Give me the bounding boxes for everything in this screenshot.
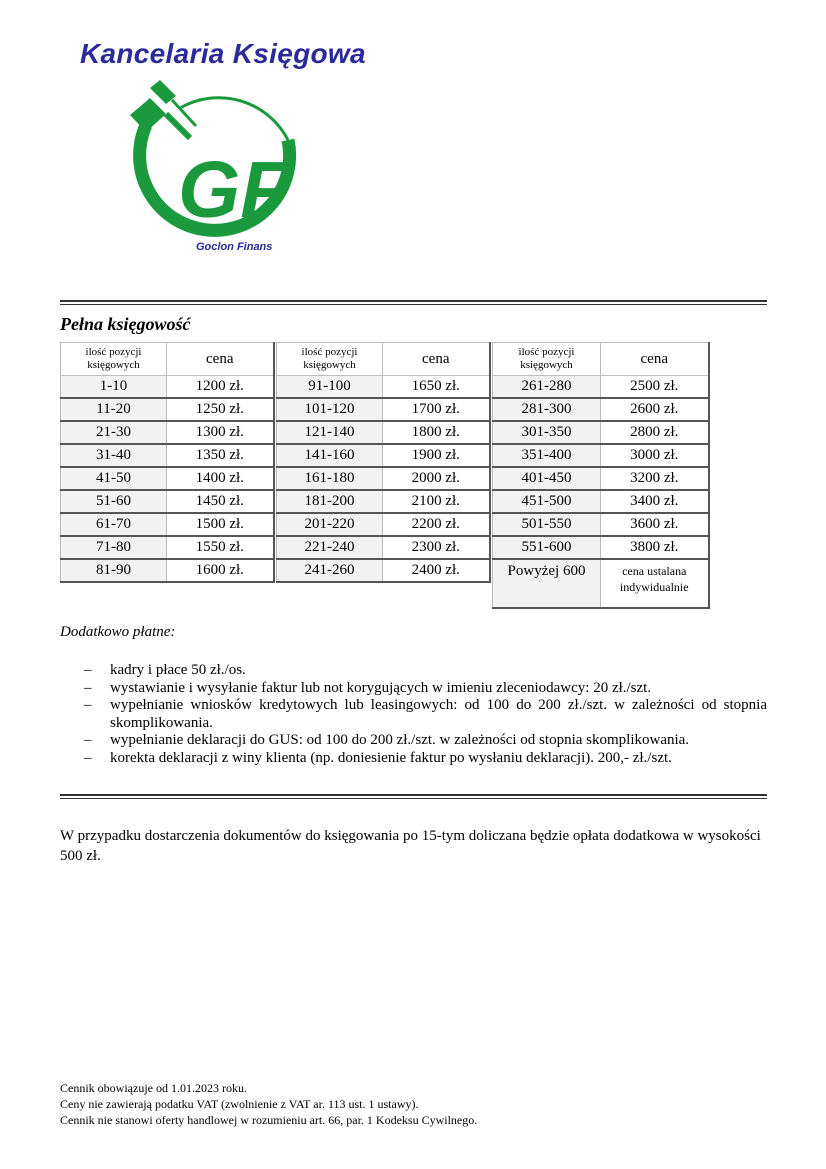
- dash-bullet: –: [84, 679, 92, 696]
- range-cell: 281-300: [493, 398, 601, 421]
- price-cell: 3200 zł.: [601, 467, 709, 490]
- range-cell: 261-280: [493, 376, 601, 399]
- price-cell: 2400 zł.: [383, 559, 490, 582]
- range-cell: 351-400: [493, 444, 601, 467]
- price-cell: 1350 zł.: [167, 444, 274, 467]
- price-table-2: [276, 342, 491, 583]
- list-item: [60, 732, 767, 750]
- price-cell: 2600 zł.: [601, 398, 709, 421]
- price-table-3: [492, 342, 710, 609]
- logo-emblem-icon: [120, 80, 310, 260]
- list-item-text: wypełnianie deklaracji do GUS: od 100 do 200 zł./szt. w zależności od stopnia skomplikowania.: [110, 732, 690, 748]
- range-cell: 61-70: [61, 513, 167, 536]
- range-cell: 71-80: [61, 536, 167, 559]
- range-cell: 201-220: [277, 513, 383, 536]
- range-cell: 21-30: [61, 421, 167, 444]
- price-cell: 1650 zł.: [383, 376, 490, 399]
- header-range: ilość pozycji księgowych: [277, 343, 383, 376]
- range-cell: 121-140: [277, 421, 383, 444]
- range-cell: 161-180: [277, 467, 383, 490]
- price-cell: 2100 zł.: [383, 490, 490, 513]
- list-item-text: korekta deklaracji z winy klienta (np. doniesienie faktur po wysłaniu deklaracji). 200,- zł./szt.: [110, 749, 672, 766]
- divider: [60, 794, 767, 799]
- price-cell: 1250 zł.: [167, 398, 274, 421]
- range-cell: 11-20: [61, 398, 167, 421]
- price-table-1: [60, 342, 275, 583]
- list-item: [60, 680, 767, 698]
- list-item-text: wypełnianie wniosków kredytowych lub leasingowych: od 100 do 200 zł./szt. w zależności od stopnia skomplikowania.: [110, 697, 767, 731]
- range-cell: 401-450: [493, 467, 601, 490]
- list-item-text: kadry i płace 50 zł./os.: [110, 662, 246, 678]
- extras-title: Dodatkowo płatne:: [60, 624, 176, 640]
- header-range: ilość pozycji księgowych: [61, 343, 167, 376]
- price-cell: 3800 zł.: [601, 536, 709, 559]
- list-item: [60, 750, 767, 768]
- range-cell: 141-160: [277, 444, 383, 467]
- late-documents-notice: W przypadku dostarczenia dokumentów do księgowania po 15-tym doliczana będzie opłata dodatkowa w wysokości 500 zł.: [60, 828, 761, 864]
- range-cell: Powyżej 600: [493, 559, 601, 608]
- logo-letters: GF: [178, 145, 290, 234]
- range-cell: 1-10: [61, 376, 167, 399]
- company-name: Kancelaria Księgowa: [80, 38, 366, 69]
- range-cell: 41-50: [61, 467, 167, 490]
- price-cell: 3400 zł.: [601, 490, 709, 513]
- dash-bullet: –: [84, 662, 92, 678]
- price-cell: 2500 zł.: [601, 376, 709, 399]
- price-cell: 2300 zł.: [383, 536, 490, 559]
- price-cell: 1700 zł.: [383, 398, 490, 421]
- list-item-text: wystawianie i wysyłanie faktur lub not korygujących w imieniu zleceniodawcy: 20 zł./szt.: [110, 679, 652, 696]
- price-cell: 1800 zł.: [383, 421, 490, 444]
- range-cell: 81-90: [61, 559, 167, 582]
- range-cell: 301-350: [493, 421, 601, 444]
- header-price: cena: [167, 343, 274, 376]
- header-range: ilość pozycji księgowych: [493, 343, 601, 376]
- price-cell: 1400 zł.: [167, 467, 274, 490]
- range-cell: 51-60: [61, 490, 167, 513]
- range-cell: 221-240: [277, 536, 383, 559]
- dash-bullet: –: [84, 732, 92, 748]
- header-price: cena: [601, 343, 709, 376]
- price-cell: 1600 zł.: [167, 559, 274, 582]
- footer-line: Cennik obowiązuje od 1.01.2023 roku.: [60, 1081, 247, 1095]
- list-item: [60, 697, 767, 732]
- section-title: Pełna księgowość: [60, 314, 191, 334]
- range-cell: 91-100: [277, 376, 383, 399]
- footer-line: Ceny nie zawierają podatku VAT (zwolnienie z VAT ar. 113 ust. 1 ustawy).: [60, 1097, 419, 1111]
- range-cell: 551-600: [493, 536, 601, 559]
- goclon-finans-logo: [120, 80, 310, 260]
- range-cell: 181-200: [277, 490, 383, 513]
- dash-bullet: –: [84, 697, 92, 713]
- footer-line: Cennik nie stanowi oferty handlowej w rozumieniu art. 66, par. 1 Kodeksu Cywilnego.: [60, 1113, 478, 1127]
- dash-bullet: –: [84, 749, 92, 766]
- extras-list: [60, 662, 767, 767]
- logo-name: Goclon Finans: [196, 241, 273, 253]
- price-cell: 3000 zł.: [601, 444, 709, 467]
- price-cell: 1200 zł.: [167, 376, 274, 399]
- price-cell: 1300 zł.: [167, 421, 274, 444]
- price-cell: 1550 zł.: [167, 536, 274, 559]
- range-cell: 451-500: [493, 490, 601, 513]
- price-cell: 1900 zł.: [383, 444, 490, 467]
- divider: [60, 300, 767, 305]
- price-cell: 3600 zł.: [601, 513, 709, 536]
- price-cell: 1500 zł.: [167, 513, 274, 536]
- price-note-cell: cena ustalana indywidualnie: [601, 559, 709, 608]
- range-cell: 31-40: [61, 444, 167, 467]
- range-cell: 241-260: [277, 559, 383, 582]
- range-cell: 101-120: [277, 398, 383, 421]
- price-cell: 1450 zł.: [167, 490, 274, 513]
- range-cell: 501-550: [493, 513, 601, 536]
- price-cell: 2000 zł.: [383, 467, 490, 490]
- price-cell: 2800 zł.: [601, 421, 709, 444]
- price-cell: 2200 zł.: [383, 513, 490, 536]
- footer: [60, 1080, 477, 1128]
- list-item: [60, 662, 767, 680]
- header-price: cena: [383, 343, 490, 376]
